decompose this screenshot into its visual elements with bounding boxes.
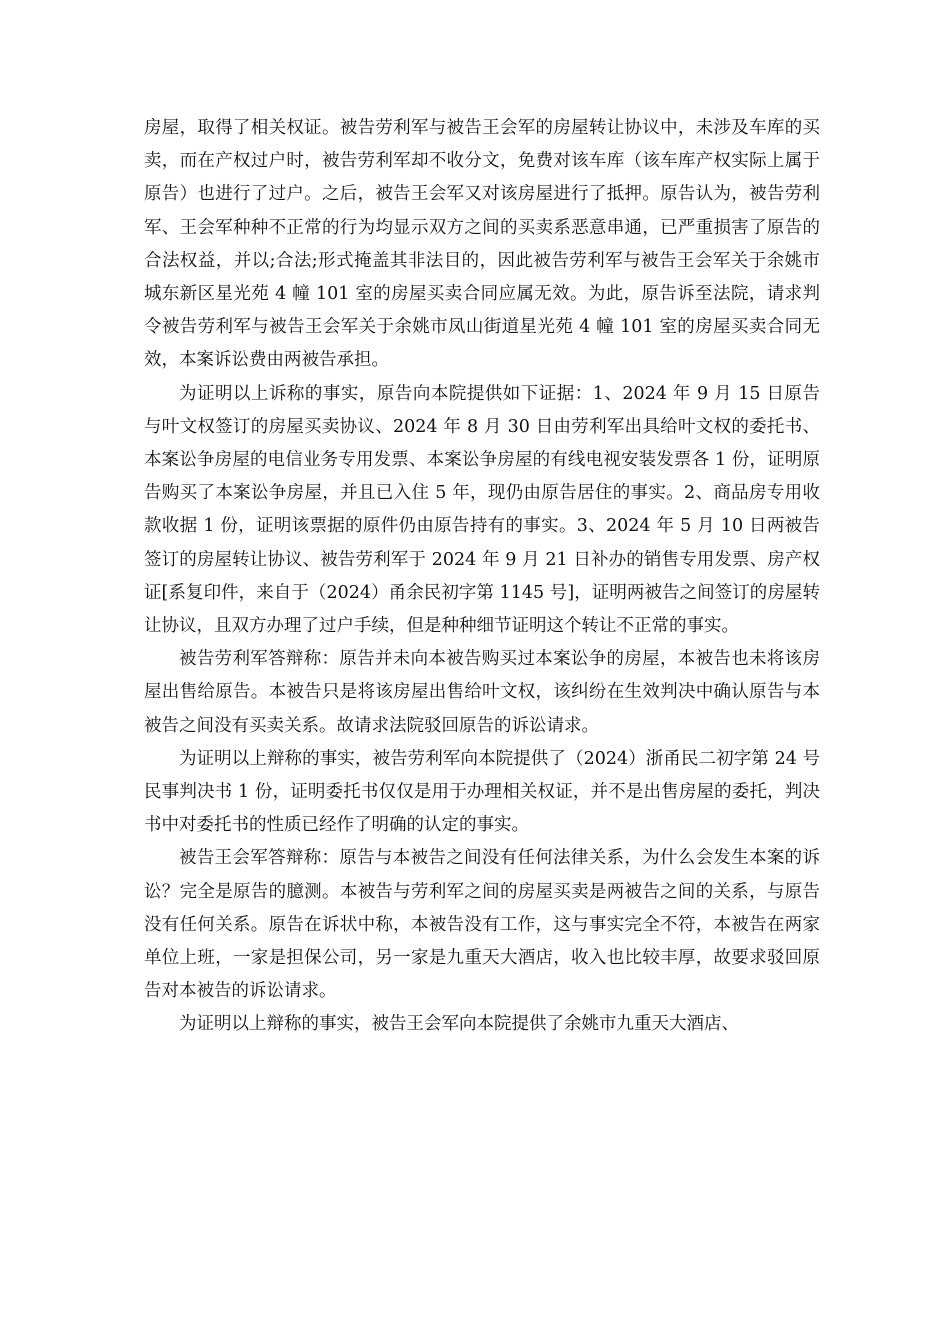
paragraph-plaintiff-claim-continued: 房屋，取得了相关权证。被告劳利军与被告王会军的房屋转让协议中，未涉及车库的买卖，而在产权过户时，被告劳利军却不收分文，免费对该车库（该车库产权实际上属于原告）也进行了过户。之后，被告王会军又对该房屋进行了抵押。原告认为，被告劳利军、王会军种种不正常的行为均显示双方之间的买卖系恶意串通，已严重损害了原告的合法权益，并以;合法;形式掩盖其非法目的，因此被告劳利军与被告王会军关于余姚市城东新区星光苑 4 幢 101 室的房屋买卖合同应属无效。为此，原告诉至法院，请求判令被告劳利军与被告王会军关于余姚市凤山街道星光苑 4 幢 101 室的房屋买卖合同无效，本案诉讼费由两被告承担。: [144, 118, 820, 371]
document-body: [144, 112, 820, 1042]
paragraph-defendant-lao-evidence: 为证明以上辩称的事实，被告劳利军向本院提供了（2024）浙甬民二初字第 24 号民事判决书 1 份，证明委托书仅仅是用于办理相关权证，并不是出售房屋的委托，判决书中对委托书的性质已经作了明确的认定的事实。: [144, 748, 820, 836]
paragraph-defendant-wang-evidence: 为证明以上辩称的事实，被告王会军向本院提供了余姚市九重天大酒店、: [179, 1014, 739, 1035]
paragraph-defendant-wang-defense: 被告王会军答辩称：原告与本被告之间没有任何法律关系，为什么会发生本案的诉讼？完全是原告的臆测。本被告与劳利军之间的房屋买卖是两被告之间的关系，与原告没有任何关系。原告在诉状中称，本被告没有工作，这与事实完全不符，本被告在两家单位上班，一家是担保公司，另一家是九重天大酒店，收入也比较丰厚，故要求驳回原告对本被告的诉讼请求。: [144, 848, 820, 1002]
paragraph-defendant-lao-defense: 被告劳利军答辩称：原告并未向本被告购买过本案讼争的房屋，本被告也未将该房屋出售给原告。本被告只是将该房屋出售给叶文权，该纠纷在生效判决中确认原告与本被告之间没有买卖关系。故请求法院驳回原告的诉讼请求。: [144, 649, 820, 736]
paragraph-plaintiff-evidence: 为证明以上诉称的事实，原告向本院提供如下证据：1、2024 年 9 月 15 日原告与叶文权签订的房屋买卖协议、2024 年 8 月 30 日由劳利军出具给叶文权的委托书、本案讼争房屋的电信业务专用发票、本案讼争房屋的有线电视安装发票各 1 份，证明原告购买了本案讼争房屋，并且已入住 5 年，现仍由原告居住的事实。2、商品房专用收款收据 1 份，证明该票据的原件仍由原告持有的事实。3、2024 年 5 月 10 日两被告签订的房屋转让协议、被告劳利军于 2024 年 9 月 21 日补办的销售专用发票、房产权证[系复印件，来自于（2024）甬余民初字第 1145 号]，证明两被告之间签订的房屋转让协议，且双方办理了过户手续，但是种种细节证明这个转让不正常的事实。: [144, 383, 820, 637]
